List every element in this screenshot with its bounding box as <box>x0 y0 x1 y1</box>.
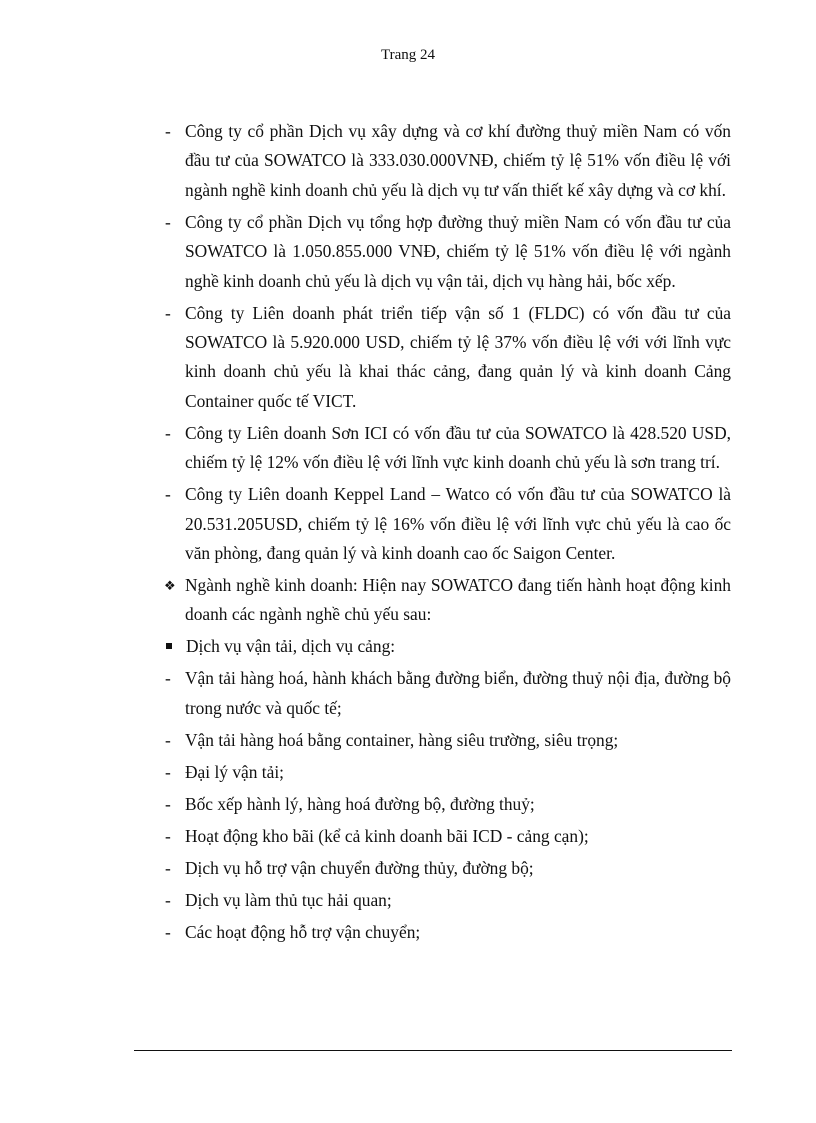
dash-bullet <box>165 854 181 883</box>
list-item <box>165 419 731 478</box>
list-item <box>165 886 731 915</box>
square-bullet-icon <box>166 643 172 649</box>
dash-bullet <box>165 299 181 328</box>
section-heading-item <box>165 571 731 630</box>
dash-bullet <box>165 758 181 787</box>
subsection-heading-text: Dịch vụ vận tải, dịch vụ cảng: <box>186 636 396 657</box>
list-item <box>165 822 731 851</box>
list-item-text: Các hoạt động hỗ trợ vận chuyển; <box>185 921 421 942</box>
dash-bullet <box>165 117 181 146</box>
list-item-text: Công ty cổ phần Dịch vụ tổng hợp đường thuỷ miền Nam có vốn đầu tư của SOWATCO là 1.050.855.000 VNĐ, chiếm tỷ lệ 51% vốn điều lệ với ngành nghề kinh doanh chủ yếu là dịch vụ vận tải, dịch vụ hàng hải, bốc xếp. <box>185 211 731 291</box>
list-item <box>165 208 731 296</box>
dash-bullet <box>165 790 181 819</box>
list-item <box>165 726 731 755</box>
dash-bullet <box>165 726 181 755</box>
list-item-text: Bốc xếp hành lý, hàng hoá đường bộ, đường thuỷ; <box>185 793 535 814</box>
list-item-text: Công ty Liên doanh Keppel Land – Watco có vốn đầu tư của SOWATCO là 20.531.205USD, chiếm tỷ lệ 16% vốn điều lệ với lĩnh vực chủ yếu là cao ốc văn phòng, đang quản lý và kinh doanh cao ốc Saigon Center. <box>185 484 731 564</box>
dash-bullet <box>165 480 181 509</box>
dash-bullet <box>165 208 181 237</box>
list-item <box>165 299 731 417</box>
subsection-heading-item <box>165 632 731 661</box>
list-item <box>165 758 731 787</box>
dash-bullet <box>165 664 181 693</box>
list-item-text: Vận tải hàng hoá, hành khách bằng đường biển, đường thuỷ nội địa, đường bộ trong nước và quốc tế; <box>185 668 731 718</box>
dash-bullet <box>165 822 181 851</box>
footer-divider <box>134 1050 732 1051</box>
list-item-text: Công ty Liên doanh Sơn ICI có vốn đầu tư của SOWATCO là 428.520 USD, chiếm tỷ lệ 12% vốn điều lệ với lĩnh vực kinh doanh chủ yếu là sơn trang trí. <box>185 422 731 473</box>
list-item-text: Đại lý vận tải; <box>185 761 285 782</box>
list-item <box>165 480 731 568</box>
dash-bullet <box>165 886 181 915</box>
list-item <box>165 854 731 883</box>
list-item <box>165 918 731 947</box>
list-item-text: Dịch vụ hỗ trợ vận chuyển đường thủy, đường bộ; <box>185 857 534 878</box>
list-item-text: Vận tải hàng hoá bằng container, hàng siêu trường, siêu trọng; <box>185 729 619 750</box>
list-item-text: Dịch vụ làm thủ tục hải quan; <box>185 889 392 910</box>
document-body <box>165 117 731 950</box>
list-item <box>165 664 731 723</box>
list-item <box>165 790 731 819</box>
dash-bullet <box>165 918 181 947</box>
list-item-text: Công ty cổ phần Dịch vụ xây dựng và cơ khí đường thuỷ miền Nam có vốn đầu tư của SOWATCO là 333.030.000VNĐ, chiếm tỷ lệ 51% vốn điều lệ với ngành nghề kinh doanh chủ yếu là dịch vụ tư vấn thiết kế xây dựng và cơ khí. <box>185 121 731 200</box>
list-item <box>165 117 731 205</box>
section-heading-text: Ngành nghề kinh doanh: Hiện nay SOWATCO đang tiến hành hoạt động kinh doanh các ngành nghề chủ yếu sau: <box>185 575 731 625</box>
list-item-text: Hoạt động kho bãi (kể cả kinh doanh bãi ICD - cảng cạn); <box>185 825 589 846</box>
dash-bullet <box>165 419 181 448</box>
page-header: Trang 24 <box>380 47 436 63</box>
list-item-text: Công ty Liên doanh phát triển tiếp vận số 1 (FLDC) có vốn đầu tư của SOWATCO là 5.920.000 USD, chiếm tỷ lệ 37% vốn điều lệ với với lĩnh vực kinh doanh chủ yếu là khai thác cảng, đang quản lý và kinh doanh Cảng Container quốc tế VICT. <box>185 302 731 411</box>
diamond-bullet-icon: ❖ <box>164 579 176 595</box>
